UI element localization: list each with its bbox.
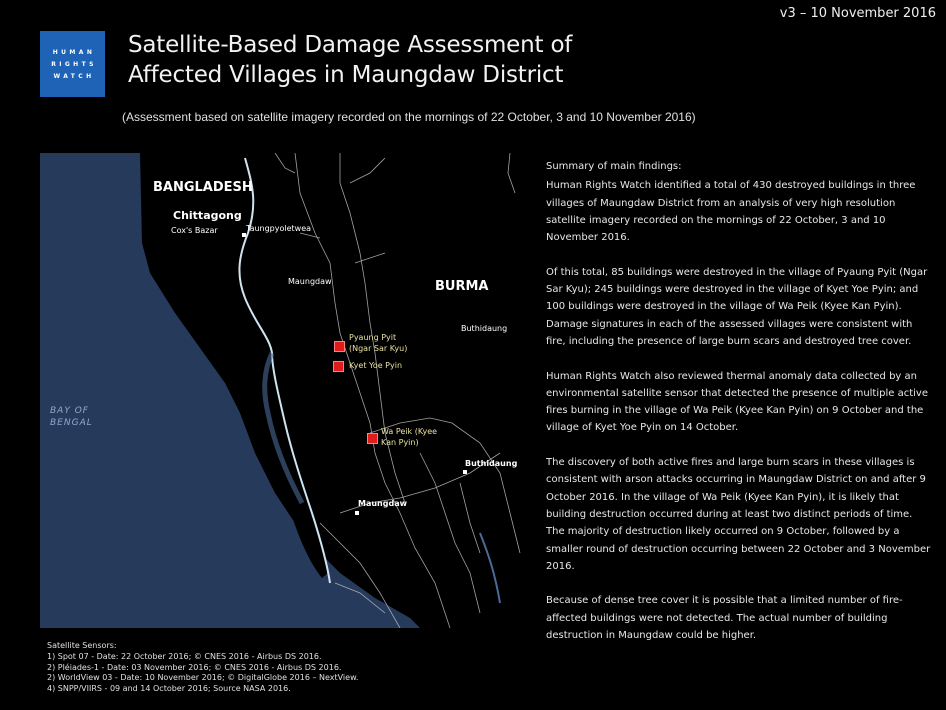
sea-area bbox=[40, 153, 420, 628]
findings-summary bbox=[546, 158, 931, 662]
findings-paragraph: The discovery of both active fires and large burn scars in these villages is consistent with arson attacks occurring in Maungdaw District on and after 9 October 2016. In the village of Wa Peik (Kyee Kan Pyin), it is likely that building destruction occurred during at least two distinct periods of time. The majority of destruction likely occurred on 9 October, followed by a smaller round of destruction occurring between 22 October and 3 November 2016. bbox=[546, 457, 931, 572]
findings-paragraph: Human Rights Watch also reviewed thermal anomaly data collected by an environmental satellite sensor that detected the presence of multiple active fires burning in the village of Wa Peik (Kyee Kan Pyin) on 9 October and the village of Kyet Yoe Pyin on 14 October. bbox=[546, 370, 928, 434]
label-buthidaung-region: Buthidaung bbox=[461, 324, 508, 333]
village-marker-kyet-yoe-pyin[interactable] bbox=[333, 361, 344, 372]
logo-line-watch: WATCH bbox=[53, 72, 95, 80]
label-maungdaw-town: Maungdaw bbox=[358, 499, 407, 508]
village-marker-pyaung-pyit[interactable] bbox=[334, 341, 345, 352]
town-marker-taungpyoletwea bbox=[242, 233, 246, 237]
sensor-item: 1) Spot 07 - Date: 22 October 2016; © CNES 2016 - Airbus DS 2016. bbox=[47, 651, 322, 661]
satellite-sensors-credits bbox=[47, 641, 358, 695]
findings-paragraph: Because of dense tree cover it is possible that a limited number of fire-affected buildings were not detected. The actual number of building destruction in Maungdaw could be higher. bbox=[546, 595, 903, 642]
label-buthidaung-town: Buthidaung bbox=[465, 459, 518, 468]
village-marker-wa-peik[interactable] bbox=[367, 433, 378, 444]
label-bay-of-bengal: BAY OF BENGAL bbox=[50, 406, 93, 428]
label-village-wa-peik: Wa Peik (Kyee Kan Pyin) bbox=[381, 427, 438, 447]
map-panel bbox=[40, 153, 530, 628]
sensor-item: 2) WorldView 03 - Date: 10 November 2016; © DigitalGlobe 2016 – NextView. bbox=[47, 673, 359, 683]
label-maungdaw-region: Maungdaw bbox=[288, 277, 332, 286]
hrw-logo bbox=[40, 31, 105, 97]
findings-paragraph: Human Rights Watch identified a total of 430 destroyed buildings in three villages of Maungdaw District from an analysis of very high resolution satellite imagery recorded on the mornings of 22 October, 3 and 10 November 2016. bbox=[546, 180, 916, 244]
sensor-item: 2) Pléiades-1 - Date: 03 November 2016; © CNES 2016 - Airbus DS 2016. bbox=[47, 662, 342, 672]
subtitle: (Assessment based on satellite imagery recorded on the mornings of 22 October, 3 and 10 November 2016) bbox=[122, 110, 696, 124]
town-marker-buthidaung bbox=[463, 470, 467, 474]
findings-paragraph: Of this total, 85 buildings were destroyed in the village of Pyaung Pyit (Ngar Sar Kyu); 245 buildings were destroyed in the village of Kyet Yoe Pyin; and 100 buildings were destroyed in the village of Wa Peik (Kyee Kan Pyin). Damage signatures in each of the assessed villages were consistent with fire, including the presence of large burn scars and destroyed tree cover. bbox=[546, 266, 928, 347]
logo-line-human: HUMAN bbox=[52, 48, 96, 56]
title-line-1: Satellite-Based Damage Assessment of bbox=[128, 32, 573, 58]
label-village-pyaung-pyit: Pyaung Pyit (Ngar Sar Kyu) bbox=[349, 333, 408, 353]
sensor-item: 4) SNPP/VIIRS - 09 and 14 October 2016; Source NASA 2016. bbox=[47, 684, 291, 694]
logo-line-rights: RIGHTS bbox=[51, 60, 97, 68]
label-coxs-bazar: Cox's Bazar bbox=[171, 226, 218, 235]
page-title bbox=[128, 30, 572, 90]
label-taungpyoletwea: Taungpyoletwea bbox=[246, 224, 312, 233]
title-line-2: Affected Villages in Maungdaw District bbox=[128, 62, 564, 88]
label-burma: BURMA bbox=[435, 279, 489, 294]
findings-heading: Summary of main findings: bbox=[546, 161, 682, 172]
version-label: v3 – 10 November 2016 bbox=[779, 6, 936, 21]
label-bangladesh: BANGLADESH bbox=[153, 180, 253, 195]
town-marker-maungdaw bbox=[355, 511, 359, 515]
label-village-kyet-yoe-pyin: Kyet Yoe Pyin bbox=[349, 361, 403, 370]
sensors-heading: Satellite Sensors: bbox=[47, 641, 117, 650]
label-chittagong: Chittagong bbox=[173, 209, 242, 222]
